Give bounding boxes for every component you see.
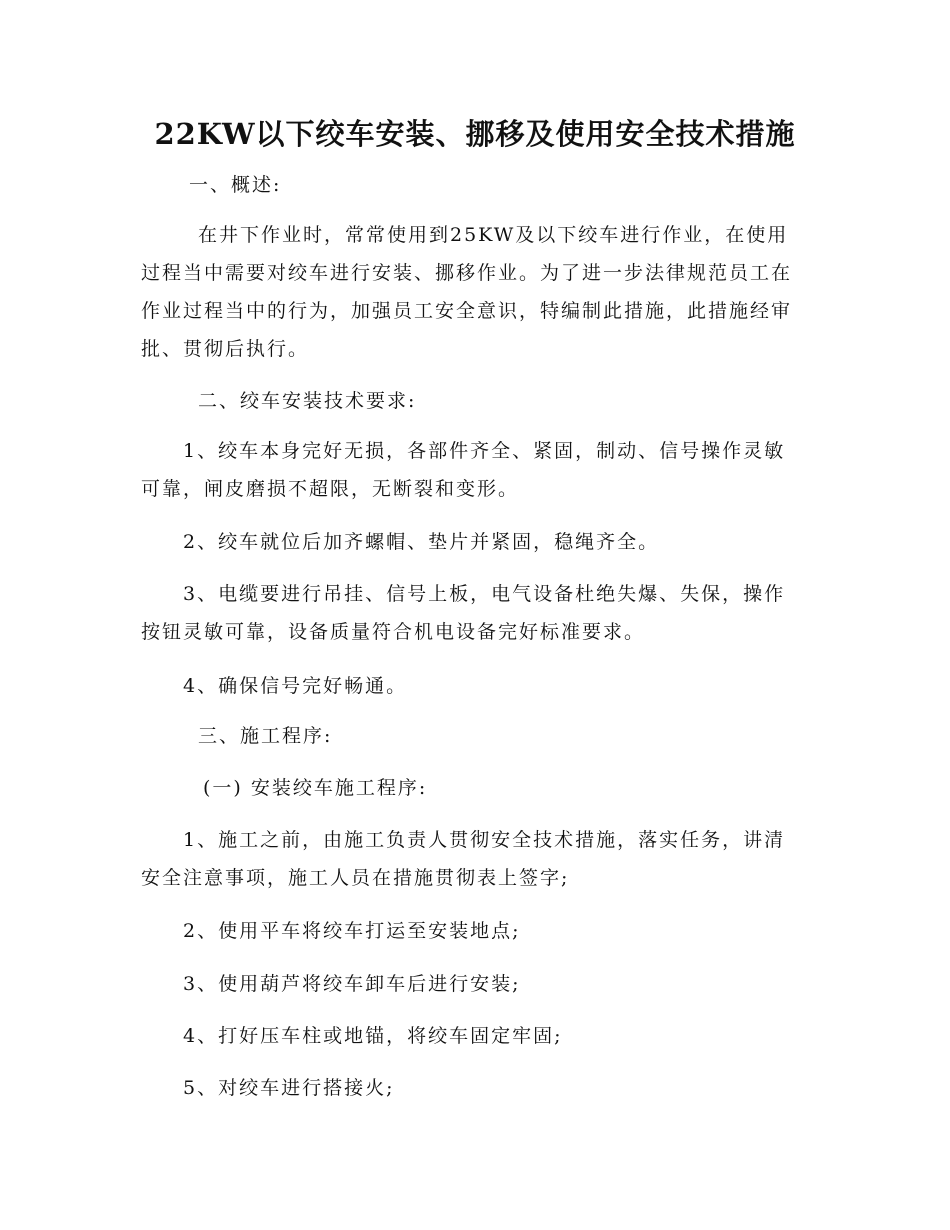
list-item-requirement-4: 4、确保信号完好畅通。: [183, 675, 408, 697]
section-heading-procedure: 三、施工程序:: [198, 725, 333, 747]
section-heading-requirements: 二、绞车安装技术要求:: [198, 390, 417, 412]
paragraph-overview: 在井下作业时，常常使用到25KW及以下绞车进行作业，在使用过程当中需要对绞车进行安装、挪移作业。为了进一步法律规范员工在作业过程当中的行为，加强员工安全意识，特编制此措施，此措施经审批、贯彻后执行。: [141, 224, 793, 360]
subsection-heading-install: (一) 安装绞车施工程序:: [203, 777, 428, 799]
list-item-requirement-1: 1、绞车本身完好无损，各部件齐全、紧固，制动、信号操作灵敏可靠，闸皮磨损不超限，无断裂和变形。: [141, 440, 786, 500]
list-item-step-4: 4、打好压车柱或地锚，将绞车固定牢固;: [183, 1025, 563, 1047]
list-item-requirement-2: 2、绞车就位后加齐螺帽、垫片并紧固，稳绳齐全。: [183, 531, 660, 553]
list-item-step-3: 3、使用葫芦将绞车卸车后进行安装;: [183, 973, 521, 995]
list-item-requirement-3: 3、电缆要进行吊挂、信号上板，电气设备杜绝失爆、失保，操作按钮灵敏可靠，设备质量符合机电设备完好标准要求。: [141, 583, 786, 643]
list-item-step-2: 2、使用平车将绞车打运至安装地点;: [183, 920, 521, 942]
list-item-step-1: 1、施工之前，由施工负责人贯彻安全技术措施，落实任务，讲清安全注意事项，施工人员在措施贯彻表上签字;: [141, 829, 786, 889]
section-heading-overview: 一、概述:: [189, 174, 282, 196]
list-item-step-5: 5、对绞车进行搭接火;: [183, 1077, 395, 1099]
document-title: 22KW以下绞车安装、挪移及使用安全技术措施: [154, 117, 796, 151]
